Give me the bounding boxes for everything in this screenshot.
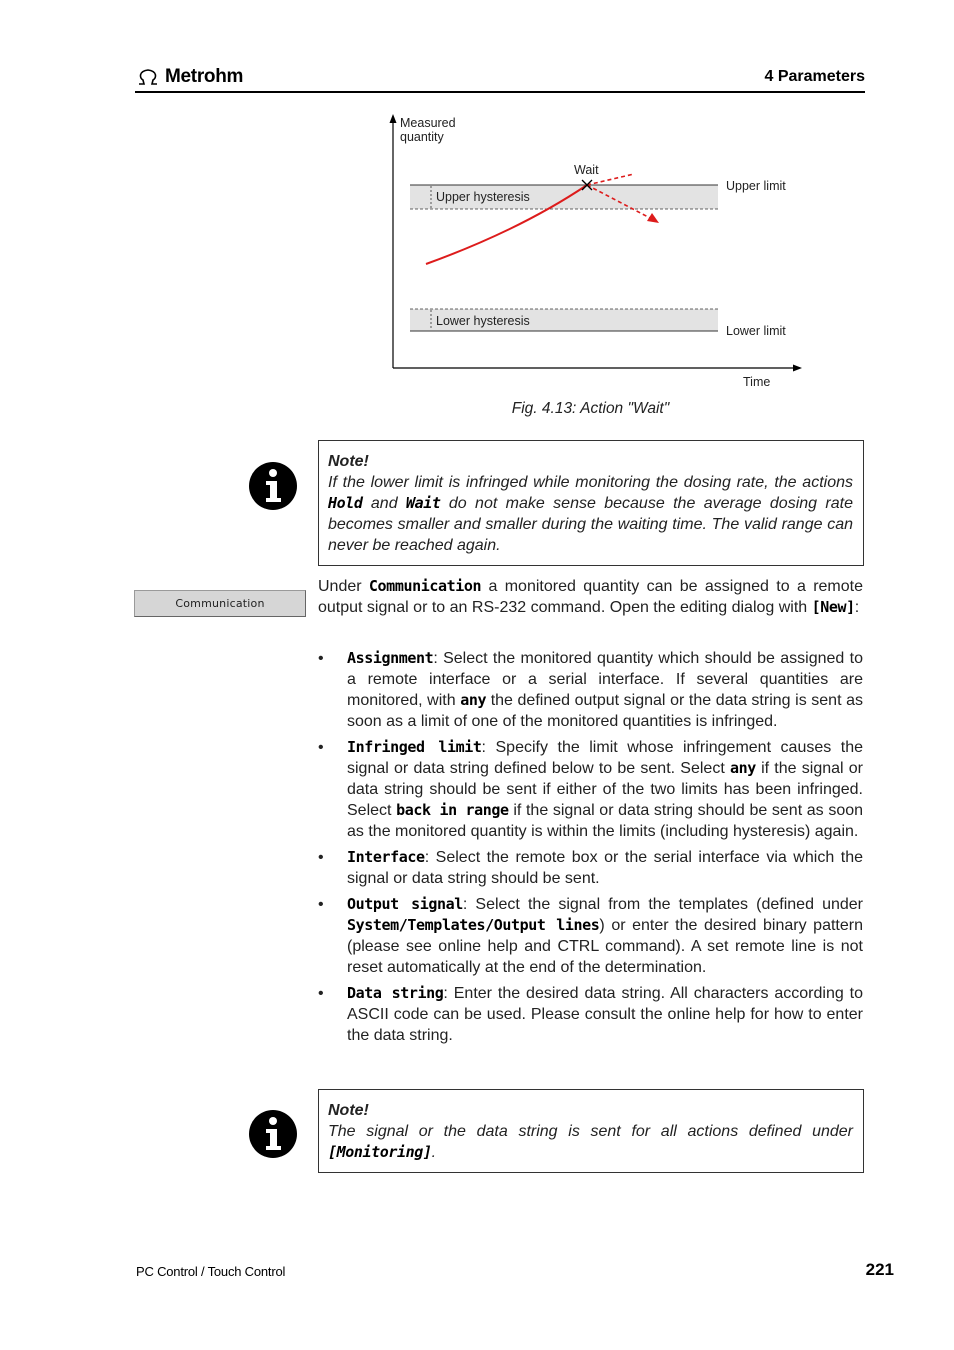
parameter-list [318, 648, 863, 1051]
logo-text: Metrohm [165, 66, 244, 87]
code-monitoring: [Monitoring] [328, 1143, 432, 1161]
list-item-assignment: • Assignment: Select the monitored quantity which should be assigned to a remote interface or a serial interface. If several quantities are monitored, with any the defined output signal or the data string is sent as soon as a limit of one of the monitored quantities is infringed. [318, 648, 863, 732]
code-back-in-range: back in range [396, 801, 509, 819]
section-title: 4 Parameters [764, 68, 865, 85]
code-new: [New] [811, 598, 855, 616]
info-icon [249, 462, 297, 510]
figure-caption [318, 400, 863, 418]
term-data-string: Data string [347, 984, 444, 1002]
wait-action-diagram [380, 110, 810, 400]
list-item-output-signal: • Output signal: Select the signal from the templates (defined under System/Templates/Output lines) or enter the desired binary pattern (please see online help and CTRL command). A set remote line is not reset automatically at the end of the determination. [318, 894, 863, 978]
note-title: Note! [328, 453, 369, 470]
term-infringed-limit: Infringed limit [347, 738, 482, 756]
note-text: If the lower limit is infringed while monitoring the dosing rate, the actions Hold and Wait do not make sense because the average dosing rate becomes smaller and smaller during the waiting time. The valid range can never be reached again. [328, 474, 854, 554]
list-item-interface: • Interface: Select the remote box or the serial interface via which the signal or data string should be sent. [318, 847, 863, 889]
note-box-dosing-rate [318, 440, 864, 566]
x-axis-label: Time [743, 375, 771, 389]
term-output-signal: Output signal [347, 895, 463, 913]
caption-suffix: " [663, 400, 670, 417]
metrohm-logo [136, 66, 243, 88]
code-templates-path: System/Templates/Output lines [347, 916, 600, 934]
communication-button[interactable]: Communication [134, 590, 306, 617]
caption-prefix: Fig. 4.13: Action " [511, 400, 633, 417]
wait-label: Wait [574, 163, 599, 177]
y-axis-label-line1: Measured [400, 116, 456, 130]
header-divider [135, 91, 865, 93]
lower-hysteresis-label: Lower hysteresis [436, 314, 530, 328]
list-item-infringed-limit: • Infringed limit: Specify the limit whose infringement causes the signal or data string defined below to be sent. Select any if the signal or data string should be sent if either of the two limits has been infringed. Select back in range if the signal or data string should be sent as soon as the monitored quantity is within the limits (including hysteresis) again. [318, 737, 863, 842]
caption-action: Wait [633, 400, 664, 417]
term-interface: Interface [347, 848, 425, 866]
list-item-data-string: • Data string: Enter the desired data string. All characters according to ASCII code can be used. Please consult the online help for how to enter the data string. [318, 983, 863, 1046]
note-title: Note! [328, 1102, 369, 1119]
x-axis-arrow [793, 365, 802, 372]
code-communication: Communication [368, 577, 482, 595]
page-number: 221 [865, 1260, 894, 1279]
lower-limit-label: Lower limit [726, 324, 786, 338]
note-text: The signal or the data string is sent for all actions defined under [Monitoring]. [328, 1123, 853, 1161]
communication-intro: Under Communication a monitored quantity can be assigned to a remote output signal or to an RS-232 command. Open the editing dialog with [New]: [318, 577, 863, 616]
code-wait: Wait [405, 494, 441, 512]
hysteresis-figure [380, 110, 810, 400]
note-box-monitoring [318, 1089, 864, 1173]
code-any: any [729, 759, 756, 777]
code-any: any [460, 691, 487, 709]
upper-limit-label: Upper limit [726, 179, 786, 193]
term-assignment: Assignment [347, 649, 434, 667]
y-axis-label-line2: quantity [400, 130, 444, 144]
y-axis-arrow [390, 114, 397, 123]
footer-product-name: PC Control / Touch Control [136, 1264, 286, 1279]
omega-icon [136, 68, 160, 86]
info-icon [249, 1110, 297, 1158]
code-hold: Hold [328, 494, 363, 512]
upper-hysteresis-label: Upper hysteresis [436, 190, 530, 204]
